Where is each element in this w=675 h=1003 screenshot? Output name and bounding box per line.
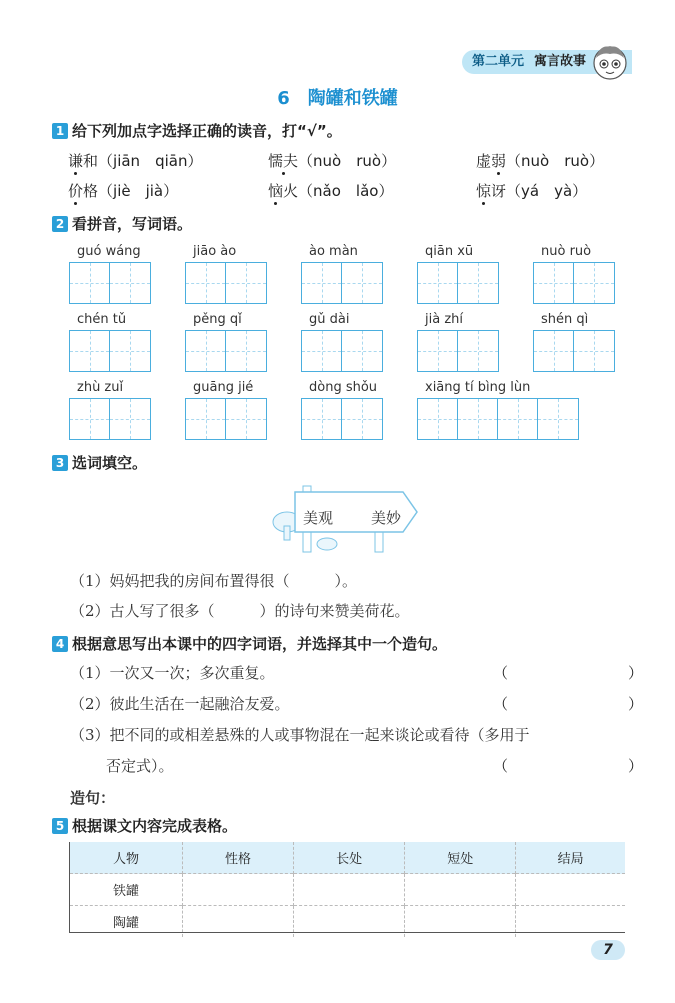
writing-grid[interactable] (185, 262, 267, 304)
pinyin-options: （nuò ruò） (298, 152, 397, 170)
q2-number: 2 (52, 216, 68, 232)
q5-number: 5 (52, 818, 68, 834)
writing-grid[interactable] (417, 398, 579, 440)
grid-cell[interactable] (574, 331, 614, 371)
grid-cell[interactable] (110, 399, 150, 439)
word-char: 火 (283, 182, 299, 200)
word-choice-2: 美妙 (371, 509, 402, 527)
pinyin-options: （jiè jià） (98, 182, 179, 200)
word-char: 和 (83, 152, 99, 170)
q3-number: 3 (52, 455, 68, 471)
writing-grid[interactable] (69, 330, 151, 372)
writing-grid[interactable] (417, 330, 499, 372)
pinyin-label: gǔ dài (309, 312, 350, 327)
word-char: 格 (83, 182, 99, 200)
writing-grid[interactable] (417, 262, 499, 304)
grid-cell[interactable] (186, 399, 226, 439)
table-cell[interactable] (516, 874, 625, 906)
q3-sentence-2: （2）古人写了很多（ ）的诗句来赞美荷花。 (70, 602, 410, 620)
grid-cell[interactable] (458, 263, 498, 303)
dotted-char: 恼 (268, 182, 284, 200)
pinyin-label: shén qì (541, 312, 589, 327)
dotted-char: 惊 (476, 182, 492, 200)
grid-cell[interactable] (186, 263, 226, 303)
word-char: 懦 (268, 152, 284, 170)
grid-cell[interactable] (574, 263, 614, 303)
pinyin-label: nuò ruò (541, 244, 592, 259)
pinyin-label: zhù zuǐ (77, 380, 124, 395)
grid-cell[interactable] (302, 399, 342, 439)
writing-grid[interactable] (301, 398, 383, 440)
character-table (70, 842, 625, 937)
grid-cell[interactable] (110, 331, 150, 371)
q4-answer-3[interactable]: （ ） (493, 757, 644, 775)
writing-grid[interactable] (185, 398, 267, 440)
q4-item-2: （2）彼此生活在一起融洽友爱。 (70, 695, 290, 713)
table-header: 结局 (516, 842, 625, 874)
grid-cell[interactable] (342, 263, 382, 303)
grid-cell[interactable] (342, 399, 382, 439)
pinyin-options: （yá yà） (506, 182, 588, 200)
page-number: 7 (591, 940, 625, 960)
pinyin-label: guó wáng (77, 244, 141, 259)
pinyin-options: （nuò ruò） (506, 152, 605, 170)
grid-cell[interactable] (418, 331, 458, 371)
grid-cell[interactable] (418, 263, 458, 303)
pinyin-label: guāng jié (193, 380, 254, 395)
q2-prompt (52, 213, 192, 234)
table-header: 长处 (294, 842, 405, 874)
pinyin-label: pěng qǐ (193, 312, 242, 327)
pinyin-label: xiāng tí bìng lùn (425, 380, 531, 395)
pinyin-label: dòng shǒu (309, 380, 378, 395)
pronunciation-item[interactable] (68, 180, 178, 201)
grid-cell[interactable] (186, 331, 226, 371)
pinyin-options: （jiān qiān） (98, 152, 203, 170)
pinyin-options: （nǎo lǎo） (298, 182, 394, 200)
sentence-label: 造句： (70, 789, 116, 807)
grid-cell[interactable] (458, 331, 498, 371)
table-cell[interactable] (183, 874, 294, 906)
table-header: 人物 (70, 842, 183, 874)
pronunciation-item[interactable] (268, 150, 396, 171)
q1-text: 给下列加点字选择正确的读音，打“√”。 (72, 122, 342, 140)
lesson-title: 6 陶罐和铁罐 (277, 88, 398, 109)
table-header: 短处 (405, 842, 516, 874)
table-border (69, 842, 70, 932)
grid-cell[interactable] (534, 331, 574, 371)
grid-cell[interactable] (70, 331, 110, 371)
writing-grid[interactable] (533, 330, 615, 372)
q4-text: 根据意思写出本课中的四字词语，并选择其中一个造句。 (72, 635, 448, 653)
grid-cell[interactable] (418, 399, 458, 439)
table-cell[interactable] (294, 874, 405, 906)
table-row-label: 陶罐 (70, 906, 183, 938)
word-choice-1: 美观 (303, 509, 334, 527)
writing-grid[interactable] (69, 262, 151, 304)
pinyin-label: qiān xū (425, 244, 474, 259)
grid-cell[interactable] (302, 263, 342, 303)
grid-cell[interactable] (226, 263, 266, 303)
writing-grid[interactable] (301, 262, 383, 304)
q4-item-3: （3）把不同的或相差悬殊的人或事物混在一起来谈论或看待（多用于 (70, 726, 530, 744)
q4-answer-2[interactable]: （ ） (493, 695, 644, 713)
pronunciation-item[interactable] (476, 150, 604, 171)
q4-item-3-cont: 否定式）。 (106, 757, 174, 775)
q4-prompt (52, 633, 447, 654)
writing-grid[interactable] (185, 330, 267, 372)
q2-text: 看拼音，写词语。 (72, 215, 193, 233)
pinyin-label: chén tǔ (77, 312, 127, 327)
table-header: 性格 (183, 842, 294, 874)
pronunciation-item[interactable] (268, 180, 393, 201)
q4-item-1: （1）一次又一次；多次重复。 (70, 664, 275, 682)
q1-number: 1 (52, 123, 68, 139)
q1-prompt (52, 120, 342, 141)
grid-cell[interactable] (226, 399, 266, 439)
grid-cell[interactable] (534, 263, 574, 303)
pinyin-label: jià zhí (425, 312, 463, 327)
pinyin-label: jiāo ào (193, 244, 237, 259)
dotted-char: 谦 (68, 152, 84, 170)
word-char: 夫 (283, 152, 299, 170)
word-char: 虚 (476, 152, 492, 170)
mascot-icon (590, 42, 630, 82)
grid-cell[interactable] (226, 331, 266, 371)
unit-label: 第二单元 (472, 54, 525, 69)
pronunciation-item[interactable] (68, 150, 202, 171)
pinyin-label: ào màn (309, 244, 358, 259)
dotted-char: 价 (68, 182, 84, 200)
grid-cell[interactable] (498, 399, 538, 439)
q5-text: 根据课文内容完成表格。 (72, 817, 238, 835)
q3-text: 选词填空。 (72, 454, 148, 472)
table-cell[interactable] (405, 874, 516, 906)
grid-cell[interactable] (70, 263, 110, 303)
pronunciation-item[interactable] (476, 180, 587, 201)
q4-number: 4 (52, 636, 68, 652)
grid-cell[interactable] (342, 331, 382, 371)
word-char: 讶 (491, 182, 507, 200)
q3-sentence-1: （1）妈妈把我的房间布置得很（ ）。 (70, 572, 358, 590)
grid-cell[interactable] (538, 399, 578, 439)
writing-grid[interactable] (69, 398, 151, 440)
grid-cell[interactable] (458, 399, 498, 439)
q5-prompt (52, 815, 237, 836)
theme-label: 寓言故事 (534, 54, 587, 69)
grid-cell[interactable] (70, 399, 110, 439)
table-row-label: 铁罐 (70, 874, 183, 906)
table-border (69, 932, 625, 933)
writing-grid[interactable] (301, 330, 383, 372)
dotted-char: 弱 (491, 152, 507, 170)
grid-cell[interactable] (110, 263, 150, 303)
writing-grid[interactable] (533, 262, 615, 304)
q3-prompt (52, 452, 147, 473)
grid-cell[interactable] (302, 331, 342, 371)
q4-answer-1[interactable]: （ ） (493, 664, 644, 682)
